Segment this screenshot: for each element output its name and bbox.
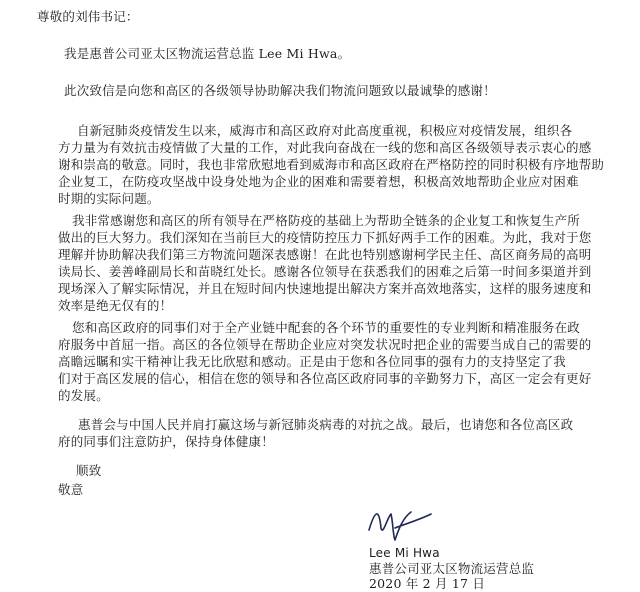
paragraph-1-line: 谢和崇高的敬意。同时，我也非常欣慰地看到威海市和高区政府在严格防控的同时积极有序地帮助: [58, 157, 605, 172]
paragraph-2-line: 我非常感谢您和高区的所有领导在严格防疫的基础上为帮助全链条的企业复工和恢复生产所: [72, 213, 581, 228]
paragraph-3-line: 们对于高区发展的信心，相信在您的领导和各位高区政府同事的辛勤努力下，高区一定会有更好: [58, 371, 592, 386]
handwritten-signature: [365, 500, 435, 544]
paragraph-2-line: 效率是绝无仅有的！: [58, 298, 173, 313]
letter-date: 2020 年 2 月 17 日: [369, 576, 486, 591]
paragraph-4-line: 府的同事们注意防护，保持身体健康！: [58, 434, 274, 449]
signer-title: 惠普公司亚太区物流运营总监: [369, 561, 535, 576]
paragraph-4-line: 惠普会与中国人民并肩打赢这场与新冠肺炎病毒的对抗之战。最后，也请您和各位高区政: [78, 417, 574, 432]
thanks-line: 此次致信是向您和高区的各级领导协助解决我们物流问题致以最诚挚的感谢！: [64, 83, 496, 98]
closing-respect: 敬意: [58, 482, 84, 497]
paragraph-1-line: 企业复工，在防疫攻坚战中设身处地为企业的困难和需要着想，积极高效地帮助企业应对困难: [58, 174, 579, 189]
paragraph-3-line: 您和高区政府的同事们对于全产业链中配套的各个环节的重要性的专业判断和精准服务在政: [72, 320, 581, 335]
paragraph-3-line: 府服务中首屈一指。高区的各位领导在帮助企业应对突发状况时把企业的需要当成自己的需要的: [58, 337, 592, 352]
signer-name: Lee Mi Hwa: [369, 546, 440, 560]
paragraph-3-line: 的发展。: [58, 388, 109, 403]
paragraph-2-line: 现场深入了解实际情况，并且在短时间内快速地提出解决方案并高效地落实，这样的服务速度和: [58, 281, 592, 296]
paragraph-1-line: 时期的实际问题。: [58, 191, 160, 206]
paragraph-2-line: 做出的巨大努力。我们深知在当前巨大的疫情防控压力下抓好两手工作的困难。为此，我对于您: [58, 230, 592, 245]
paragraph-1-line: 方力量为有效抗击疫情做了大量的工作，对此我向奋战在一线的您和高区各级领导表示衷心的感: [58, 140, 592, 155]
paragraph-1-line: 自新冠肺炎疫情发生以来，威海市和高区政府对此高度重视，积极应对疫情发展，组织各: [77, 123, 573, 138]
paragraph-2-line: 读局长、姜善峰副局长和苗晓红处长。感谢各位领导在获悉我们的困难之后第一时间多渠道并到: [58, 264, 592, 279]
paragraph-2-line: 理解并协助解决我们第三方物流问题深表感谢！在此也特别感谢柯学民主任、高区商务局的高明: [58, 247, 592, 262]
salutation: 尊敬的刘伟书记：: [37, 9, 139, 24]
closing-regards: 顺致: [76, 463, 102, 478]
paragraph-3-line: 高瞻远瞩和实干精神让我无比欣慰和感动。正是由于您和各位同事的强有力的支持坚定了我: [58, 354, 567, 369]
intro-line: 我是惠普公司亚太区物流运营总监 Lee Mi Hwa。: [64, 46, 351, 61]
